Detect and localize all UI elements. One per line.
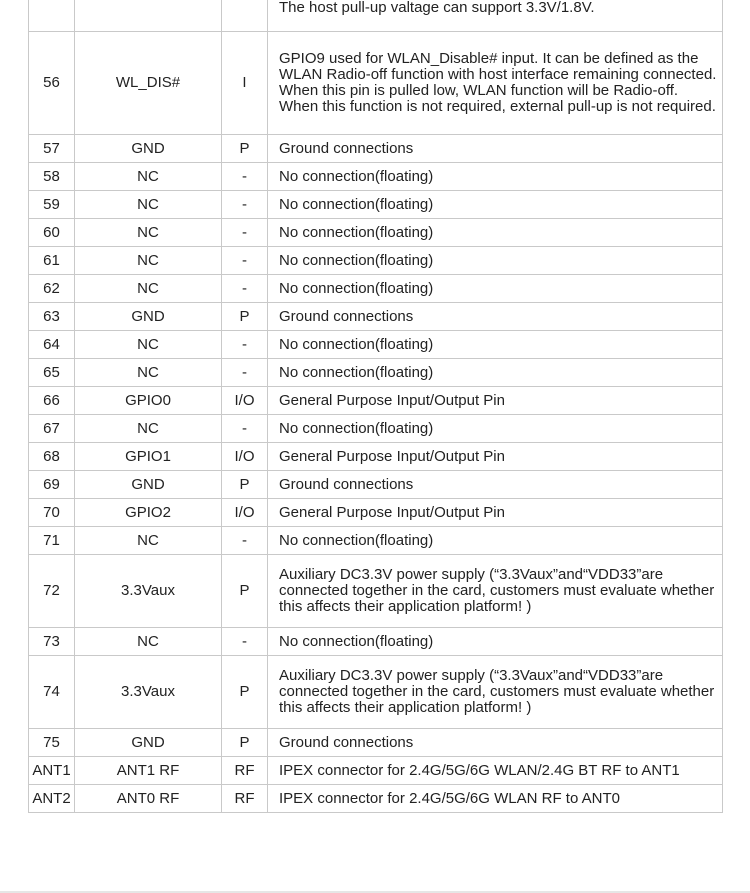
pin-name-cell: NC: [75, 275, 222, 303]
pin-description-cell: No connection(floating): [268, 359, 723, 387]
pin-type-cell: P: [222, 656, 268, 729]
pin-number-cell: [29, 0, 75, 32]
pin-description-cell: No connection(floating): [268, 247, 723, 275]
pin-type-cell: P: [222, 303, 268, 331]
pin-description-cell: The host pull-up valtage can support 3.3V/1.8V.: [268, 0, 723, 32]
table-row: [29, 729, 723, 757]
table-row: [29, 331, 723, 359]
table-row: [29, 135, 723, 163]
pin-number-cell: 59: [29, 191, 75, 219]
pin-type-cell: P: [222, 729, 268, 757]
pin-type-cell: I/O: [222, 387, 268, 415]
pin-name-cell: NC: [75, 191, 222, 219]
pin-description-cell: General Purpose Input/Output Pin: [268, 443, 723, 471]
table-row: [29, 443, 723, 471]
pin-type-cell: RF: [222, 785, 268, 813]
pin-description-cell: General Purpose Input/Output Pin: [268, 387, 723, 415]
pin-description-cell: Ground connections: [268, 729, 723, 757]
pin-description-cell: IPEX connector for 2.4G/5G/6G WLAN/2.4G BT RF to ANT1: [268, 757, 723, 785]
pin-name-cell: NC: [75, 628, 222, 656]
pin-description-cell: IPEX connector for 2.4G/5G/6G WLAN RF to ANT0: [268, 785, 723, 813]
pin-name-cell: NC: [75, 247, 222, 275]
pin-number-cell: 57: [29, 135, 75, 163]
table-row: [29, 415, 723, 443]
pin-number-cell: 71: [29, 527, 75, 555]
table-row: [29, 656, 723, 729]
pin-type-cell: P: [222, 135, 268, 163]
pin-number-cell: 60: [29, 219, 75, 247]
pin-name-cell: NC: [75, 219, 222, 247]
table-row: [29, 555, 723, 628]
table-row: [29, 527, 723, 555]
pin-name-cell: NC: [75, 359, 222, 387]
pin-description-cell: GPIO9 used for WLAN_Disable# input. It can be defined as the WLAN Radio-off function with host interface remaining connected. When this pin is pulled low, WLAN function will be Radio-off. When this function is not required, external pull-up is not required.: [268, 32, 723, 135]
pin-description-cell: No connection(floating): [268, 163, 723, 191]
pin-description-cell: Ground connections: [268, 471, 723, 499]
pin-description-cell: No connection(floating): [268, 275, 723, 303]
table-row: [29, 275, 723, 303]
pin-name-cell: 3.3Vaux: [75, 656, 222, 729]
table-row: [29, 499, 723, 527]
pin-name-cell: NC: [75, 415, 222, 443]
pin-name-cell: GND: [75, 729, 222, 757]
table-row: [29, 219, 723, 247]
table-row-continued: [29, 0, 723, 32]
pin-type-cell: I/O: [222, 499, 268, 527]
pin-description-cell: No connection(floating): [268, 628, 723, 656]
pin-description-cell: General Purpose Input/Output Pin: [268, 499, 723, 527]
pin-name-cell: WL_DIS#: [75, 32, 222, 135]
pin-number-cell: 65: [29, 359, 75, 387]
pin-name-cell: GND: [75, 471, 222, 499]
pin-description-cell: No connection(floating): [268, 415, 723, 443]
pin-name-cell: NC: [75, 163, 222, 191]
pin-description-cell: No connection(floating): [268, 331, 723, 359]
table-row: [29, 757, 723, 785]
pin-type-cell: P: [222, 555, 268, 628]
pin-type-cell: -: [222, 331, 268, 359]
pin-number-cell: 69: [29, 471, 75, 499]
pin-number-cell: 67: [29, 415, 75, 443]
pin-type-cell: -: [222, 359, 268, 387]
pin-description-cell: No connection(floating): [268, 191, 723, 219]
pin-number-cell: 58: [29, 163, 75, 191]
pin-name-cell: GPIO2: [75, 499, 222, 527]
pin-number-cell: 66: [29, 387, 75, 415]
pin-number-cell: 75: [29, 729, 75, 757]
pin-type-cell: -: [222, 415, 268, 443]
pin-name-cell: GND: [75, 135, 222, 163]
pin-type-cell: RF: [222, 757, 268, 785]
pin-number-cell: 74: [29, 656, 75, 729]
pin-name-cell: [75, 0, 222, 32]
pin-name-cell: GPIO0: [75, 387, 222, 415]
pin-name-cell: NC: [75, 331, 222, 359]
pin-type-cell: -: [222, 628, 268, 656]
table-row: [29, 785, 723, 813]
pin-description-cell: Ground connections: [268, 303, 723, 331]
pin-description-cell: No connection(floating): [268, 527, 723, 555]
pin-number-cell: 63: [29, 303, 75, 331]
table-row: [29, 191, 723, 219]
pin-type-cell: -: [222, 191, 268, 219]
pin-name-cell: GPIO1: [75, 443, 222, 471]
pin-type-cell: -: [222, 527, 268, 555]
pin-definition-table: [28, 0, 723, 813]
table-row: [29, 163, 723, 191]
table-row: [29, 387, 723, 415]
table-row: [29, 471, 723, 499]
pin-name-cell: GND: [75, 303, 222, 331]
pin-number-cell: 64: [29, 331, 75, 359]
table-row: [29, 303, 723, 331]
pin-number-cell: 73: [29, 628, 75, 656]
table-row: [29, 32, 723, 135]
table-row: [29, 247, 723, 275]
pin-table-body: [29, 0, 723, 813]
pin-type-cell: [222, 0, 268, 32]
table-row: [29, 628, 723, 656]
pin-number-cell: 70: [29, 499, 75, 527]
pin-name-cell: ANT0 RF: [75, 785, 222, 813]
pin-type-cell: -: [222, 219, 268, 247]
pin-number-cell: 62: [29, 275, 75, 303]
pin-description-cell: No connection(floating): [268, 219, 723, 247]
pin-number-cell: ANT1: [29, 757, 75, 785]
pin-name-cell: 3.3Vaux: [75, 555, 222, 628]
pin-type-cell: -: [222, 275, 268, 303]
pin-number-cell: 61: [29, 247, 75, 275]
pin-number-cell: 56: [29, 32, 75, 135]
pin-name-cell: ANT1 RF: [75, 757, 222, 785]
pin-type-cell: I/O: [222, 443, 268, 471]
table-row: [29, 359, 723, 387]
pin-number-cell: 72: [29, 555, 75, 628]
pin-type-cell: -: [222, 163, 268, 191]
pin-description-cell: Ground connections: [268, 135, 723, 163]
pin-name-cell: NC: [75, 527, 222, 555]
pin-type-cell: -: [222, 247, 268, 275]
pin-description-cell: Auxiliary DC3.3V power supply (“3.3Vaux”and“VDD33”are connected together in the card, customers must evaluate whether this affects their application platform! ): [268, 656, 723, 729]
pin-type-cell: I: [222, 32, 268, 135]
pin-description-cell: Auxiliary DC3.3V power supply (“3.3Vaux”and“VDD33”are connected together in the card, customers must evaluate whether this affects their application platform! ): [268, 555, 723, 628]
pin-number-cell: 68: [29, 443, 75, 471]
pin-type-cell: P: [222, 471, 268, 499]
pin-number-cell: ANT2: [29, 785, 75, 813]
